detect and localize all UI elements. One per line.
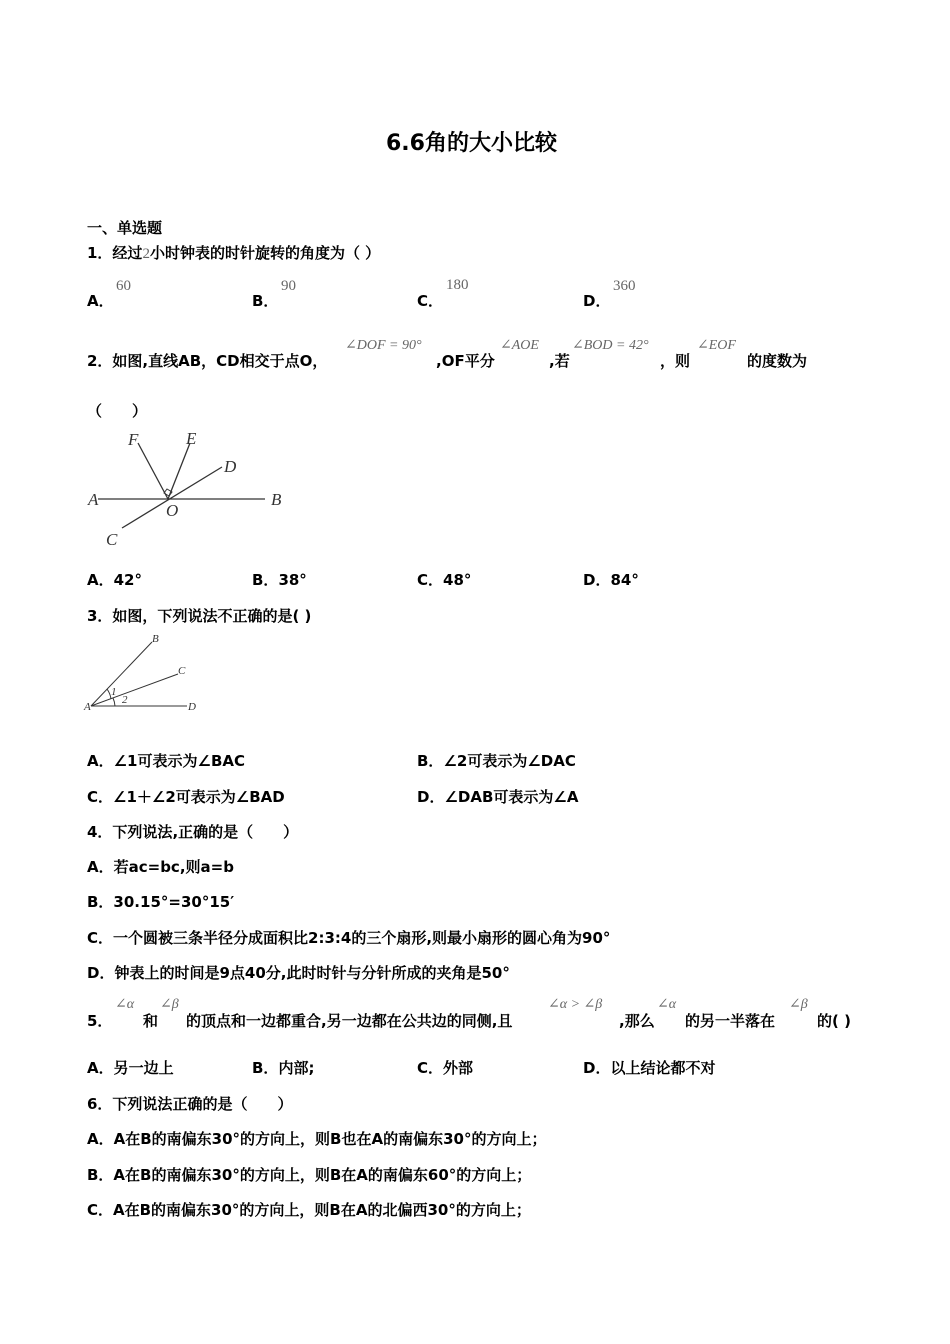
q4-option-a[interactable]: A．若ac=bc,则a=b <box>87 858 234 876</box>
q5-number: 5． <box>87 1012 113 1030</box>
ray-oe <box>168 443 190 499</box>
q2-option-b[interactable]: B．38° <box>252 571 307 589</box>
label-a: A <box>84 701 91 713</box>
ray-ac <box>91 674 178 706</box>
q2-math-1: ∠DOF = 90° <box>345 338 422 353</box>
q3-figure <box>82 630 212 720</box>
q4-option-d[interactable]: D．钟表上的时间是9点40分,此时时针与分针所成的夹角是50° <box>87 964 510 982</box>
q5-math-1: ∠α <box>115 997 135 1012</box>
q2-paren: （ ） <box>87 402 148 420</box>
q2-figure <box>80 425 300 550</box>
label-1: 1 <box>111 686 117 698</box>
ray-of <box>138 443 168 499</box>
angle-2-arc <box>113 698 115 706</box>
q4-option-b[interactable]: B．30.15°=30°15′ <box>87 893 235 911</box>
q2-text-2: ,OF平分 <box>436 352 495 370</box>
q2-math-2: ∠AOE <box>500 338 539 353</box>
q1-option-d-value: 360 <box>613 278 636 294</box>
q5-text-3: ,那么 <box>619 1012 655 1030</box>
q3-option-b[interactable]: B．∠2可表示为∠DAC <box>417 752 576 770</box>
q5-option-c[interactable]: C．外部 <box>417 1059 474 1077</box>
q4-option-c[interactable]: C．一个圆被三条半径分成面积比2:3:4的三个扇形,则最小扇形的圆心角为90° <box>87 929 611 947</box>
question-1-stem <box>87 242 380 263</box>
label-o: O <box>166 501 179 520</box>
q5-text-1: 和 <box>143 1012 159 1030</box>
section-heading: 一、单选题 <box>87 219 163 237</box>
question-4-stem: 4．下列说法,正确的是（ ） <box>87 823 299 841</box>
q5-text-4: 的另一半落在 <box>685 1012 776 1030</box>
label-c: C <box>178 665 186 677</box>
q2-text-1: 2．如图,直线AB，CD相交于点O， <box>87 352 328 370</box>
q1-option-c[interactable]: C． <box>417 292 444 310</box>
label-2: 2 <box>122 694 128 706</box>
q5-option-b[interactable]: B．内部; <box>252 1059 315 1077</box>
q5-math-5: ∠β <box>789 997 808 1012</box>
q1-option-a-value: 60 <box>116 278 131 294</box>
label-d: D <box>188 701 196 713</box>
q5-option-d[interactable]: D．以上结论都不对 <box>583 1059 716 1077</box>
q6-option-a[interactable]: A．A在B的南偏东30°的方向上，则B也在A的南偏东30°的方向上； <box>87 1130 547 1148</box>
q2-option-a[interactable]: A．42° <box>87 571 142 589</box>
q5-math-2: ∠β <box>160 997 179 1012</box>
q1-text-post: 小时钟表的时针旋转的角度为（ ） <box>149 244 381 262</box>
label-b: B <box>152 633 159 645</box>
q2-math-3: ∠BOD = 42° <box>572 338 649 353</box>
q1-math: 2 <box>142 246 150 262</box>
label-c: C <box>106 530 118 549</box>
q1-option-b[interactable]: B． <box>252 292 279 310</box>
q5-text-5: 的( ) <box>817 1012 851 1030</box>
q6-option-c[interactable]: C．A在B的南偏东30°的方向上，则B在A的北偏西30°的方向上； <box>87 1201 531 1219</box>
q5-text-2: 的顶点和一边都重合,另一边都在公共边的同侧,且 <box>186 1012 513 1030</box>
label-f: F <box>128 430 139 449</box>
q1-option-b-value: 90 <box>281 278 296 294</box>
q5-math-3: ∠α > ∠β <box>548 997 603 1012</box>
q1-option-d[interactable]: D． <box>583 292 611 310</box>
q3-option-c[interactable]: C．∠1＋∠2可表示为∠BAD <box>87 788 285 806</box>
page-title: 6.6角的大小比较 <box>386 131 557 156</box>
label-e: E <box>186 429 197 448</box>
q2-text-4: ，则 <box>660 352 691 370</box>
q3-option-d[interactable]: D．∠DAB可表示为∠A <box>417 788 579 806</box>
q2-text-5: 的度数为 <box>747 352 808 370</box>
q1-option-a[interactable]: A． <box>87 292 114 310</box>
label-a: A <box>88 490 99 509</box>
q2-option-c[interactable]: C．48° <box>417 571 472 589</box>
q5-math-4: ∠α <box>657 997 677 1012</box>
q1-text-pre: 1．经过 <box>87 244 143 262</box>
q2-math-4: ∠EOF <box>697 338 736 353</box>
q5-option-a[interactable]: A．另一边上 <box>87 1059 174 1077</box>
question-6-stem: 6．下列说法正确的是（ ） <box>87 1095 293 1113</box>
label-b: B <box>271 490 282 509</box>
q2-text-3: ,若 <box>549 352 570 370</box>
q6-option-b[interactable]: B．A在B的南偏东30°的方向上，则B在A的南偏东60°的方向上； <box>87 1166 532 1184</box>
q2-option-d[interactable]: D．84° <box>583 571 639 589</box>
q3-option-a[interactable]: A．∠1可表示为∠BAC <box>87 752 245 770</box>
question-3-stem: 3．如图，下列说法不正确的是( ) <box>87 607 312 625</box>
label-d: D <box>224 457 237 476</box>
q1-option-c-value: 180 <box>446 277 469 293</box>
